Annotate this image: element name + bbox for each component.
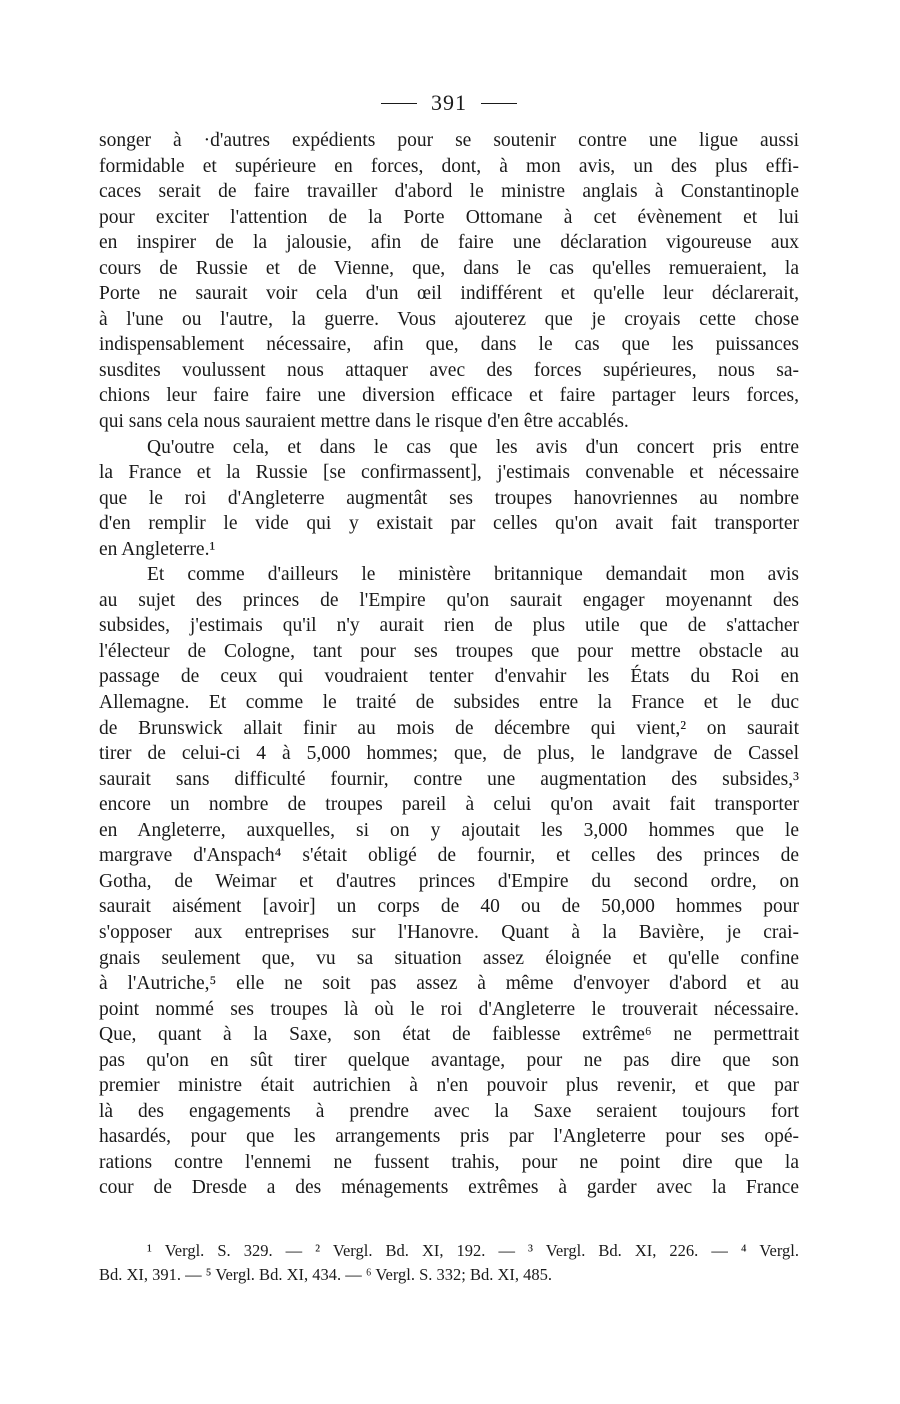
page-number: 391: [431, 90, 467, 115]
text-line: à l'Autriche,⁵ elle ne soit pas assez à même d'envoyer d'abord et au: [99, 973, 799, 995]
text-line: songer à ·d'autres expédients pour se soutenir contre une ligue aussi: [99, 130, 799, 151]
text-line: en inspirer de la jalousie, afin de faire une déclaration vigoureuse aux: [99, 232, 799, 254]
text-line: formidable et supérieure en forces, dont, à mon avis, un des plus effi-: [99, 155, 799, 177]
page-body: [99, 86, 799, 1201]
text-line: Qu'outre cela, et dans le cas que les avis d'un concert pris entre: [147, 436, 799, 458]
page-header: [99, 86, 799, 120]
footnote-line: Bd. XI, 391. — ⁵ Vergl. Bd. XI, 434. — ⁶ Vergl. S. 332; Bd. XI, 485.: [99, 1265, 553, 1284]
text-line: à l'une ou l'autre, la guerre. Vous ajouterez que je croyais cette chose: [99, 308, 799, 330]
text-line: cour de Dresde a des ménagements extrêmes à garder avec la France: [99, 1177, 799, 1199]
text-line: indispensablement nécessaire, afin que, dans le cas que les puissances: [99, 334, 799, 356]
footnote-line: ¹ Vergl. S. 329. — ² Vergl. Bd. XI, 192. — ³ Vergl. Bd. XI, 226. — ⁴ Vergl.: [147, 1241, 799, 1260]
text-line: saurait sans difficulté fournir, contre une augmentation des subsides,³: [99, 768, 799, 790]
text-line: la France et la Russie [se confirmassent], j'estimais convenable et nécessaire: [99, 462, 799, 484]
text-line: Gotha, de Weimar et d'autres princes d'Empire du second ordre, on: [99, 870, 799, 892]
text-line: point nommé ses troupes là où le roi d'Angleterre le trouverait nécessaire.: [99, 998, 799, 1020]
text-line: hasardés, pour que les arrangements pris par l'Angleterre pour ses opé-: [99, 1126, 799, 1148]
text-line: d'en remplir le vide qui y existait par celles qu'on avait fait transporter: [99, 513, 799, 535]
text-line: de Brunswick allait finir au mois de décembre qui vient,² on saurait: [99, 717, 799, 739]
text-line: pas qu'on en sût tirer quelque avantage, pour ne pas dire que son: [99, 1049, 799, 1071]
text-line: margrave d'Anspach⁴ s'était obligé de fournir, et celles des princes de: [99, 845, 799, 867]
text-line: chions leur faire faire une diversion efficace et faire partager leurs forces,: [99, 385, 799, 407]
text-line: Allemagne. Et comme le traité de subsides entre la France et le duc: [99, 692, 799, 714]
text-line: Porte ne saurait voir cela d'un œil indifférent et qu'elle leur déclarerait,: [99, 283, 799, 305]
paragraph-3: [99, 562, 799, 1201]
text-line: s'opposer aux entreprises sur l'Hanovre. Quant à la Bavière, je crai-: [99, 921, 799, 943]
text-line: Que, quant à la Saxe, son état de faiblesse extrême⁶ ne permettrait: [99, 1024, 799, 1046]
paragraph-1: [99, 128, 799, 435]
text-line: premier ministre était autrichien à n'en pouvoir plus revenir, et que par: [99, 1075, 799, 1097]
text-line: encore un nombre de troupes pareil à celui qu'on avait fait transporter: [99, 794, 799, 816]
text-line: cours de Russie et de Vienne, que, dans le cas qu'elles remueraient, la: [99, 257, 799, 279]
text-line: saurait aisément [avoir] un corps de 40 ou de 50,000 hommes pour: [99, 896, 799, 918]
text-line: Et comme d'ailleurs le ministère britannique demandait mon avis: [147, 564, 799, 586]
text-line: caces serait de faire travailler d'abord le ministre anglais à Constantinople: [99, 181, 799, 203]
text-line: l'électeur de Cologne, tant pour ses troupes que pour mettre obstacle au: [99, 640, 799, 662]
header-rule-left: [381, 103, 417, 104]
text-line: en Angleterre, auxquelles, si on y ajoutait les 3,000 hommes que le: [99, 819, 799, 841]
text-line: rations contre l'ennemi ne fussent trahis, pour ne point dire que la: [99, 1151, 799, 1173]
text-line: tirer de celui-ci 4 à 5,000 hommes; que, de plus, le landgrave de Cassel: [99, 743, 799, 765]
text-line: là des engagements à prendre avec la Saxe seraient toujours fort: [99, 1100, 799, 1122]
text-line: qui sans cela nous sauraient mettre dans le risque d'en être accablés.: [99, 411, 629, 433]
paragraph-2: [99, 435, 799, 563]
text-line: subsides, j'estimais qu'il n'y aurait rien de plus utile que de s'attacher: [99, 615, 799, 637]
text-line: en Angleterre.¹: [99, 538, 216, 560]
text-line: pour exciter l'attention de la Porte Ottomane à cet évènement et lui: [99, 206, 799, 228]
text-line: que le roi d'Angleterre augmentât ses troupes hanovriennes au nombre: [99, 487, 799, 509]
text-line: passage de ceux qui voudraient tenter d'envahir les États du Roi en: [99, 666, 799, 688]
text-line: gnais seulement que, vu sa situation assez éloignée et qu'elle confine: [99, 947, 799, 969]
text-line: au sujet des princes de l'Empire qu'on saurait engager moyenannt des: [99, 589, 799, 611]
header-rule-right: [481, 103, 517, 104]
text-line: susdites voulussent nous attaquer avec des forces supérieures, nous sa-: [99, 359, 799, 381]
footnotes: [99, 1239, 799, 1287]
